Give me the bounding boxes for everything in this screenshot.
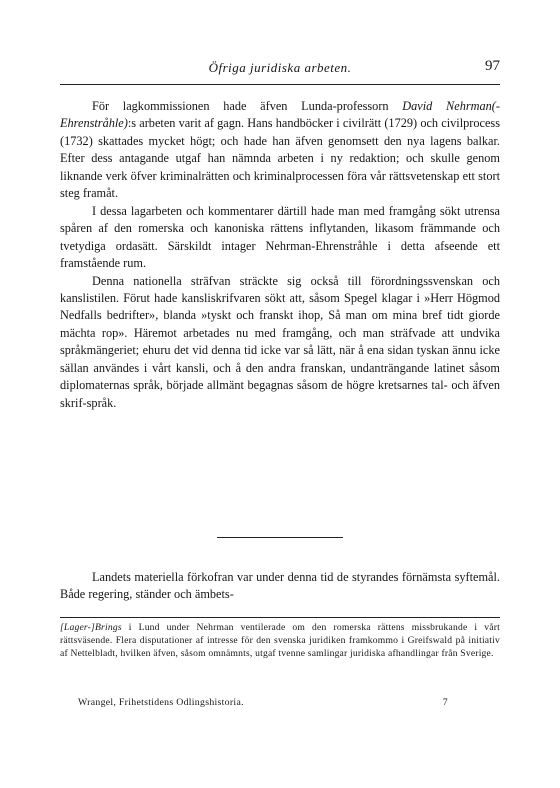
paragraph	[60, 98, 500, 203]
paragraph	[60, 569, 500, 604]
paragraph	[60, 203, 500, 273]
paragraph	[60, 273, 500, 413]
text-run: :s arbeten varit af gagn. Hans handböcker i civilrätt (1729) och civilprocess (1732) skattades mycket högt; och hade han äfven genomsett den nya lagens balkar. Efter dess antagande utgaf han nämnda arbeten i ny redaktion; och skulle genom liknande verk öfver kriminalrätten och kriminalprocessen föra vår rättsvetenskap ett stort steg framåt.	[60, 116, 500, 201]
page-header	[60, 58, 500, 80]
header-rule	[60, 84, 500, 85]
text-run: Denna nationella sträfvan sträckte sig också till förordningssvenskan och kanslistilen. Förut hade kansliskrifvaren sökt att, såsom Spegel klagar i »Herr Högmod Nedfalls bedrifter», blanda »tyskt och franskt ihop, Så man om mina bref tidt giorde mächta rop». Häremot arbetades nu med framgång, och man sträfvade att undvika språkmängeriet; ehuru det vid denna tid icke var så lätt, när å ena sidan tyskan ännu icke sällan användes i vårt kansli, och å den andra franskan, undanträngande latinet såsom diplomaternas språk, började allmänt begagnas såsom de högre kretsarnes tal- och äfven skrif-språk.	[60, 273, 500, 410]
signature-line	[78, 697, 448, 708]
section-text	[60, 569, 500, 604]
page-number: 97	[485, 58, 500, 74]
signature-title: Wrangel, Frihetstidens Odlingshistoria.	[78, 697, 244, 708]
section-divider	[217, 537, 343, 538]
signature-sheet-number: 7	[442, 697, 448, 708]
text-run: I dessa lagarbeten och kommentarer därtill hade man med framgång sökt utrensa spåren af den romerska och kanoniska rättens inflytanden, likasom främmande och tvetydiga ordasätt. Särskildt intager Nehrman-Ehrenstråhle i detta afseende ett framstående rum.	[60, 203, 500, 271]
running-title: Öfriga juridiska arbeten.	[208, 60, 352, 75]
footnote-rule	[60, 617, 500, 618]
text-run: För lagkommissionen hade äfven Lunda-professorn	[92, 99, 403, 113]
text-run: i Lund under Nehrman ventilerade om den romerska rättens missbrukande i vårt rättsväsende. Flera disputationer af intresse för den svenska juridiken framkommo i Greifswald på initiativ af Nettelbladt, hvilken äfven, såsom omnämnts, utgaf tvenne samlingar juridiska afhandlingar från Sverige.	[60, 622, 500, 659]
footnote	[60, 622, 500, 661]
italic-run: David Nehrman(-Ehrenstråhle)	[60, 99, 500, 131]
text-run: Landets materiella förkofran var under denna tid de styrandes förnämsta syftemål. Både regering, ständer och ämbets-	[60, 570, 500, 602]
footnote-text	[60, 622, 500, 661]
main-text	[60, 98, 500, 412]
italic-run: [Lager-]Brings	[60, 622, 122, 633]
